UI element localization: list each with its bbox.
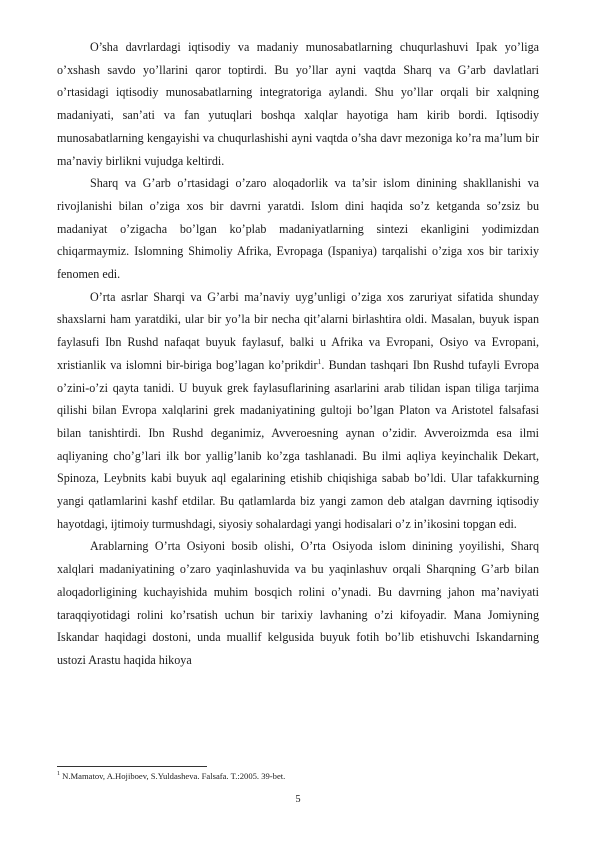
footnote bbox=[57, 771, 539, 782]
footnote-number: 1 bbox=[57, 771, 60, 778]
paragraph-3-text: O’rta asrlar Sharqi va G’arbi ma’naviy uyg’unligi o’ziga xos zaruriyat sifatida shunday shaxslarni ham yaratdiki, ular bir yo’la bir necha qit’alarni birlashtira oldi. Masalan, buyuk ispan faylasufi Ibn Rushd nafaqat buyuk faylasuf, balki u Afrika va Evropani, Osiyo va Evropani, xristianlik va islomni bir-biriga bog’lagan ko’prikdir bbox=[57, 289, 539, 372]
paragraph-3-continuation: Bundan tashqari Ibn Rushd tufayli Evropa o’zini-o’zi qayta tanidi. U buyuk grek faylasuflarining asarlarini arab tilidan ispan tiliga tarjima qilishi bilan Evropa xalqlarini grek madaniyatining gultoji bo’lgan Platon va Aristotel falsafasi bilan tanishtirdi. Ibn Rushd deganimiz, Avveroesning aynan o’zidir. Avveroizmda esa ilmi aqliyaning cho’g’lari ilk bor yallig’lanib ko’zga tashlanadi. Bu ilmi aqliya keyinchalik Dekart, Spinoza, Leybnits kabi buyuk aql egalarining etishib chiqishiga sabab bo’ldi. Ular tafakkurning yangi qatlamlarini kashf etdilar. Bu qatlamlarda biz yangi zamon deb atalgan davrning iqtisodiy hayotdagi, ijtimoiy turmushdagi, siyosiy sohalardagi yangi hodisalari o’z in’ikosini topgan edi. bbox=[57, 357, 539, 531]
paragraph-3 bbox=[57, 286, 539, 536]
footnote-separator bbox=[57, 766, 207, 767]
paragraph-1: O’sha davrlardagi iqtisodiy va madaniy munosabatlarning chuqurlashuvi Ipak yo’liga o’xshash savdo yo’llarini qaror toptirdi. Bu yo’llar ayni vaqtda Sharq va G’arb davlatlari o’rtasidagi iqtisodiy munosabatlarning integratoriga aylandi. Shu yo’llar orqali bir xalqning madaniyati, san’ati va fan yutuqlari boshqa xalqlar hayotiga ham kirib bordi. Iqtisodiy munosabatlarning kengayishi va chuqurlashishi ayni vaqtda o’sha davr mezoniga ko’ra ma’lum bir ma’naviy birlikni vujudga keltirdi. bbox=[57, 40, 539, 168]
paragraph-4: Arablarning O’rta Osiyoni bosib olishi, O’rta Osiyoda islom dinining yoyilishi, Sharq xalqlari madaniyatining o’zaro yaqinlashuvida va bu yaqinlashuv orqali Sharqning G’arb bilan aloqadorligining kuchayishida muhim bosqich rolini o’ynadi. Bu davrning jahon ma’naviyati taraqqiyotidagi rolini ko’rsatish uchun bir tarixiy lavhaning o’zi kifoyadir. Mana Jomiyning Iskandar haqidagi dostoni, unda muallif kelgusida buyuk fotih bo’lib etishuvchi Iskandarning ustozi Arastu haqida hikoya bbox=[57, 539, 539, 667]
footnote-reference[interactable]: 1 bbox=[317, 356, 322, 366]
document-body bbox=[57, 36, 539, 672]
footnote-text: N.Mamatov, A.Hojiboev, S.Yuldasheva. Falsafa. T.:2005. 39-bet. bbox=[60, 771, 286, 781]
paragraph-2: Sharq va G’arb o’rtasidagi o’zaro aloqadorlik va ta’sir islom dinining shakllanishi va rivojlanishi bilan o’ziga xos bir davrni yaratdi. Islom dini haqida so’z ketganda so’zsiz bu madaniyat o’zigacha bo’lgan ko’plab madaniyatlarning sintezi ekanligini yodimizdan chiqarmaymiz. Islomning Shimoliy Afrika, Evropaga (Ispaniya) tarqalishi o’ziga xos bir tarixiy fenomen edi. bbox=[57, 176, 539, 282]
paragraph-3-period: . bbox=[321, 357, 325, 372]
page-number: 5 bbox=[295, 794, 301, 805]
